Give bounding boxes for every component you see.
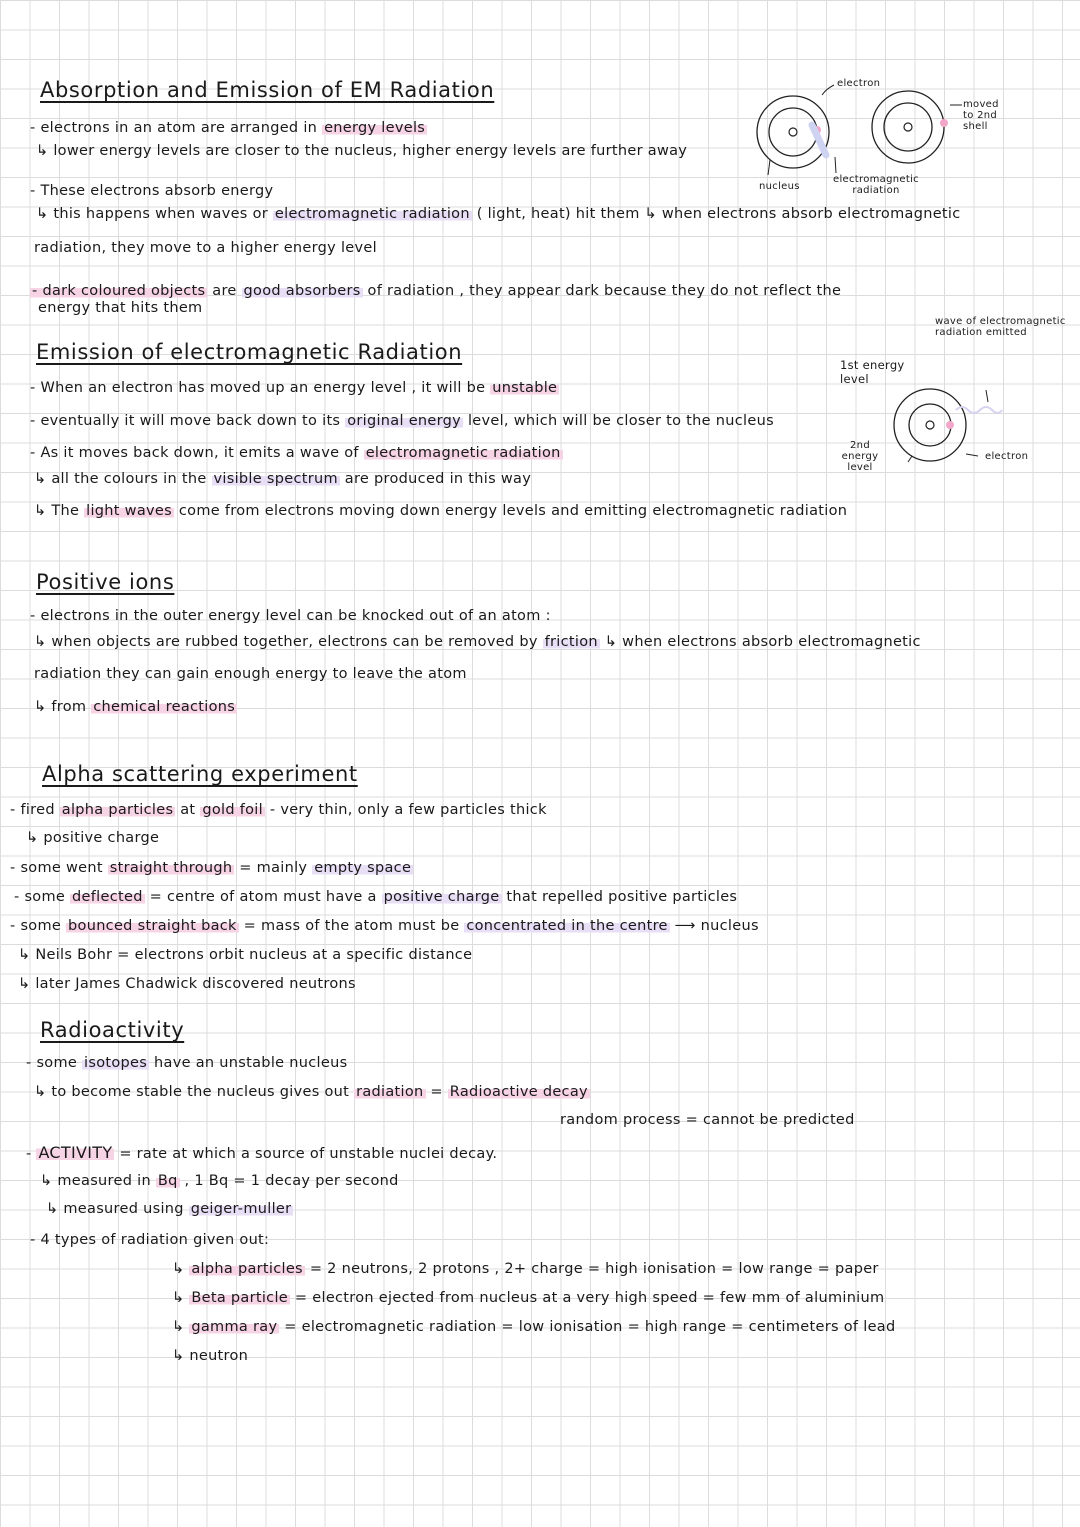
note-line bbox=[46, 1201, 293, 1218]
note-text: level, which will be closer to the nucleus bbox=[463, 413, 774, 429]
section-title-emission: Emission of electromagnetic Radiation bbox=[36, 340, 463, 364]
electron-dot bbox=[946, 421, 954, 429]
highlight-text: original energy bbox=[347, 413, 462, 429]
diagram-label-radiation: electromagnetic radiation bbox=[833, 174, 919, 196]
inner-shell bbox=[909, 404, 951, 446]
note-text: ↳ bbox=[172, 1319, 190, 1335]
highlight-text: radiation bbox=[356, 1084, 424, 1100]
note-line bbox=[40, 1173, 399, 1190]
note-text: - some went bbox=[10, 860, 108, 876]
highlight-text: ACTIVITY bbox=[38, 1143, 113, 1162]
highlight-text: straight through bbox=[109, 860, 233, 876]
section-title-alpha-scattering: Alpha scattering experiment bbox=[42, 762, 358, 786]
note-line bbox=[30, 380, 559, 397]
nucleus bbox=[789, 128, 797, 136]
note-text: ↳ measured using bbox=[46, 1201, 189, 1217]
note-line: energy that hits them bbox=[38, 300, 203, 316]
note-line bbox=[34, 503, 847, 520]
note-text: are bbox=[207, 283, 242, 299]
note-line bbox=[10, 802, 547, 819]
nucleus bbox=[926, 421, 934, 429]
electron-dot bbox=[940, 119, 948, 127]
note-line bbox=[30, 445, 563, 462]
note-line bbox=[34, 634, 921, 651]
highlight-text: energy levels bbox=[324, 120, 426, 136]
diagram-label-wave: wave of electromagnetic radiation emitted bbox=[935, 316, 1066, 338]
highlight-text: Bq bbox=[157, 1173, 178, 1189]
note-line: ↳ positive charge bbox=[26, 830, 160, 846]
note-line bbox=[34, 699, 237, 716]
note-text: = centre of atom must have a bbox=[144, 889, 382, 905]
highlight-text: friction bbox=[544, 634, 598, 650]
highlight-text: Radioactive decay bbox=[449, 1084, 588, 1100]
note-line: - 4 types of radiation given out: bbox=[30, 1232, 270, 1248]
note-text: ↳ bbox=[172, 1261, 190, 1277]
note-line bbox=[10, 918, 759, 935]
note-line: radiation, they move to a higher energy level bbox=[34, 240, 377, 256]
diagram-label-nucleus: nucleus bbox=[759, 181, 800, 192]
label-pointer bbox=[986, 390, 988, 402]
note-text: ↳ when objects are rubbed together, electrons can be removed by bbox=[34, 634, 543, 650]
highlight-text: gold foil bbox=[202, 802, 263, 818]
note-text: ↳ all the colours in the bbox=[34, 471, 212, 487]
highlight-text: positive charge bbox=[383, 889, 500, 905]
note-line: radiation they can gain enough energy to leave the atom bbox=[34, 666, 467, 682]
highlight-text: unstable bbox=[492, 380, 558, 396]
label-pointer bbox=[966, 454, 978, 456]
section-title-radioactivity: Radioactivity bbox=[40, 1018, 185, 1042]
note-line bbox=[172, 1261, 879, 1278]
note-line: - These electrons absorb energy bbox=[30, 183, 274, 199]
outer-shell bbox=[872, 91, 944, 163]
highlight-text: alpha particles bbox=[191, 1261, 303, 1277]
note-line bbox=[26, 1055, 347, 1072]
note-text: ↳ when electrons absorb electromagnetic bbox=[599, 634, 921, 650]
highlight-text: deflected bbox=[72, 889, 143, 905]
note-text: - some bbox=[10, 918, 67, 934]
note-text: ⟶ nucleus bbox=[669, 918, 759, 934]
inner-shell bbox=[884, 103, 932, 151]
note-text: - fired bbox=[10, 802, 60, 818]
inner-shell bbox=[769, 108, 817, 156]
highlight-text: alpha particles bbox=[61, 802, 174, 818]
note-text: = mass of the atom must be bbox=[238, 918, 465, 934]
diagram-label-moved: moved to 2nd shell bbox=[963, 99, 999, 132]
note-text: = 2 neutrons, 2 protons , 2+ charge = high ionisation = low range = paper bbox=[304, 1261, 879, 1277]
nucleus bbox=[904, 123, 912, 131]
note-text: ↳ to become stable the nucleus gives out bbox=[34, 1084, 355, 1100]
note-line bbox=[34, 1084, 590, 1101]
note-text: - very thin, only a few particles thick bbox=[264, 802, 547, 818]
highlight-text: light waves bbox=[86, 503, 172, 519]
outer-shell bbox=[894, 389, 966, 461]
note-text: - bbox=[26, 1146, 37, 1162]
note-text: ↳ measured in bbox=[40, 1173, 156, 1189]
note-line bbox=[26, 1143, 497, 1163]
note-line bbox=[172, 1290, 884, 1307]
highlight-text: chemical reactions bbox=[93, 699, 236, 715]
note-text: - When an electron has moved up an energy level , it will be bbox=[30, 380, 491, 396]
highlight-text: electromagnetic radiation bbox=[365, 445, 561, 461]
highlight-text: Beta particle bbox=[191, 1290, 288, 1306]
diagram-label-electron: electron bbox=[837, 78, 881, 89]
highlight-text: bounced straight back bbox=[68, 918, 237, 934]
highlight-text: empty space bbox=[314, 860, 412, 876]
note-text: = rate at which a source of unstable nuclei decay. bbox=[114, 1146, 498, 1162]
label-pointer bbox=[822, 85, 834, 95]
note-text: have an unstable nucleus bbox=[149, 1055, 348, 1071]
diagram-label-electron: electron bbox=[985, 451, 1029, 462]
highlight-text: visible spectrum bbox=[213, 471, 338, 487]
diagram-label-2nd-level: 2nd energy level bbox=[841, 440, 879, 473]
note-text: - eventually it will move back down to its bbox=[30, 413, 346, 429]
note-text: at bbox=[175, 802, 201, 818]
note-line: ↳ later James Chadwick discovered neutrons bbox=[18, 976, 356, 992]
note-line bbox=[30, 120, 427, 137]
section-title-absorption-emission: Absorption and Emission of EM Radiation bbox=[40, 78, 495, 102]
note-text: - some bbox=[14, 889, 71, 905]
note-text: = bbox=[425, 1084, 448, 1100]
note-text: - As it moves back down, it emits a wave of bbox=[30, 445, 364, 461]
note-line bbox=[30, 413, 774, 430]
note-text: ↳ this happens when waves or bbox=[36, 206, 273, 222]
highlight-text: - dark coloured objects bbox=[32, 283, 206, 299]
label-pointer bbox=[835, 157, 836, 173]
note-line: random process = cannot be predicted bbox=[560, 1112, 855, 1128]
label-pointer bbox=[768, 160, 770, 175]
note-text: come from electrons moving down energy levels and emitting electromagnetic radiation bbox=[174, 503, 848, 519]
highlight-text: electromagnetic radiation bbox=[274, 206, 470, 222]
note-line bbox=[10, 860, 413, 877]
note-line bbox=[14, 889, 737, 906]
note-line bbox=[36, 206, 961, 223]
note-text: ( light, heat) hit them ↳ when electrons absorb electromagnetic bbox=[471, 206, 961, 222]
highlight-text: gamma ray bbox=[191, 1319, 278, 1335]
note-text: = mainly bbox=[234, 860, 313, 876]
note-text: of radiation , they appear dark because they do not reflect the bbox=[362, 283, 842, 299]
note-text: - some bbox=[26, 1055, 83, 1071]
highlight-text: geiger-muller bbox=[190, 1201, 292, 1217]
section-title-positive-ions: Positive ions bbox=[36, 570, 175, 594]
note-text: - electrons in an atom are arranged in bbox=[30, 120, 323, 136]
note-text: = electromagnetic radiation = low ionisation = high range = centimeters of lead bbox=[279, 1319, 896, 1335]
note-text: = electron ejected from nucleus at a very high speed = few mm of aluminium bbox=[290, 1290, 885, 1306]
highlight-text: concentrated in the centre bbox=[466, 918, 668, 934]
note-line: ↳ Neils Bohr = electrons orbit nucleus at a specific distance bbox=[18, 947, 473, 963]
note-text: are produced in this way bbox=[339, 471, 532, 487]
note-line bbox=[30, 283, 841, 300]
highlight-text: isotopes bbox=[84, 1055, 148, 1071]
highlight-text: good absorbers bbox=[243, 283, 361, 299]
note-text: that repelled positive particles bbox=[501, 889, 738, 905]
note-line: ↳ neutron bbox=[172, 1348, 249, 1364]
note-line bbox=[172, 1319, 895, 1336]
diagram-label-1st-level: 1st energy level bbox=[840, 358, 905, 386]
note-text: ↳ from bbox=[34, 699, 92, 715]
note-text: ↳ The bbox=[34, 503, 85, 519]
note-text: , 1 Bq = 1 decay per second bbox=[179, 1173, 399, 1189]
note-line: - electrons in the outer energy level can be knocked out of an atom : bbox=[30, 608, 551, 624]
label-pointer bbox=[908, 456, 912, 462]
note-text: ↳ bbox=[172, 1290, 190, 1306]
note-line bbox=[34, 471, 531, 488]
note-line: ↳ lower energy levels are closer to the nucleus, higher energy levels are further away bbox=[36, 143, 688, 159]
